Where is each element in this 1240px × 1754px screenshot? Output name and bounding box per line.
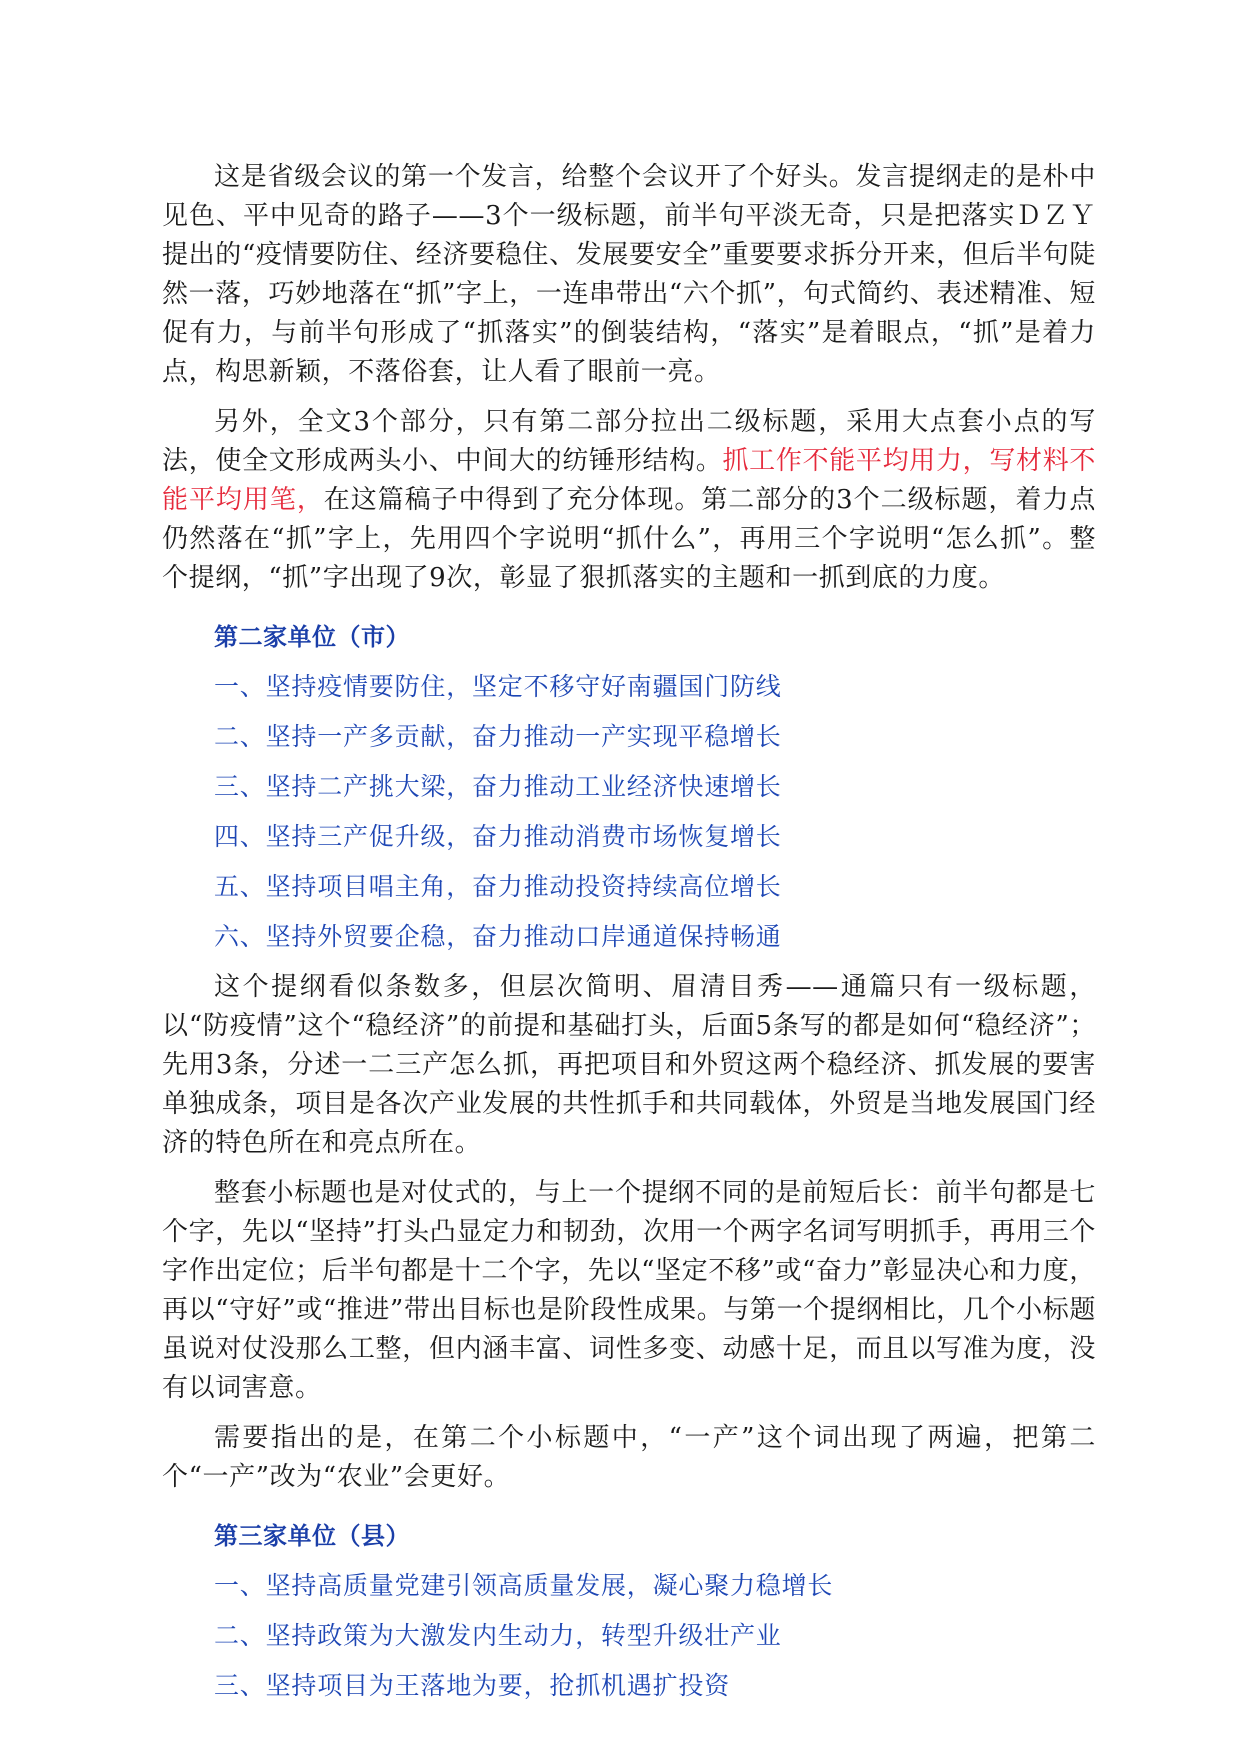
document-page xyxy=(162,158,1096,1717)
outline-item: 三、坚持二产挑大梁，奋力推动工业经济快速增长 xyxy=(214,772,782,801)
outline-list-city xyxy=(162,668,1096,956)
highlighted-quote: 抓工作不能平均用力，写材料不能平均用笔， xyxy=(162,446,1096,515)
section-heading-city: 第二家单位（市） xyxy=(214,622,410,651)
paragraph-structure xyxy=(162,403,1096,598)
paragraph-city-analysis: 这个提纲看似条数多，但层次简明、眉清目秀——通篇只有一级标题，以“防疫情”这个“稳经济”的前提和基础打头，后面5条写的都是如何“稳经济”；先用3条，分述一二三产怎么抓，再把项目和外贸这两个稳经济、抓发展的要害单独成条，项目是各次产业发展的共性抓手和共同载体，外贸是当地发展国门经济的特色所在和亮点所在。 xyxy=(162,972,1096,1158)
outline-item: 二、坚持一产多贡献，奋力推动一产实现平稳增长 xyxy=(214,722,782,751)
outline-list-county xyxy=(162,1567,1096,1705)
outline-item: 一、坚持疫情要防住，坚定不移守好南疆国门防线 xyxy=(214,672,782,701)
outline-item: 二、坚持政策为大激发内生动力，转型升级壮产业 xyxy=(214,1621,782,1650)
section-heading-county: 第三家单位（县） xyxy=(214,1521,410,1550)
outline-item: 一、坚持高质量党建引领高质量发展，凝心聚力稳增长 xyxy=(214,1571,834,1600)
paragraph-structure-text-1: 另外，全文3个部分，只有第二部分拉出二级标题，采用大点套小点的写法，使全文形成两头小、中间大的纺锤形结构。 xyxy=(162,407,1096,476)
outline-item: 五、坚持项目唱主角，奋力推动投资持续高位增长 xyxy=(214,872,782,901)
paragraph-structure-text-2: 在这篇稿子中得到了充分体现。第二部分的3个二级标题，着力点仍然落在“抓”字上，先用四个字说明“抓什么”，再用三个字说明“怎么抓”。整个提纲，“抓”字出现了9次，彰显了狠抓落实的主题和一抓到底的力度。 xyxy=(162,485,1096,593)
paragraph-city-suggestion: 需要指出的是，在第二个小标题中，“一产”这个词出现了两遍，把第二个“一产”改为“农业”会更好。 xyxy=(162,1423,1096,1492)
paragraph-city-parallelism: 整套小标题也是对仗式的，与上一个提纲不同的是前短后长：前半句都是七个字，先以“坚持”打头凸显定力和韧劲，次用一个两字名词写明抓手，再用三个字作出定位；后半句都是十二个字，先以“坚定不移”或“奋力”彰显决心和力度，再以“守好”或“推进”带出目标也是阶段性成果。与第一个提纲相比，几个小标题虽说对仗没那么工整，但内涵丰富、词性多变、动感十足，而且以写准为度，没有以词害意。 xyxy=(162,1178,1096,1403)
outline-item: 六、坚持外贸要企稳，奋力推动口岸通道保持畅通 xyxy=(214,922,782,951)
outline-item: 四、坚持三产促升级，奋力推动消费市场恢复增长 xyxy=(214,822,782,851)
paragraph-intro: 这是省级会议的第一个发言，给整个会议开了个好头。发言提纲走的是朴中见色、平中见奇的路子——3个一级标题，前半句平淡无奇，只是把落实ＤＺＹ提出的“疫情要防住、经济要稳住、发展要安全”重要要求拆分开来，但后半句陡然一落，巧妙地落在“抓”字上，一连串带出“六个抓”，句式简约、表述精准、短促有力，与前半句形成了“抓落实”的倒装结构，“落实”是着眼点，“抓”是着力点，构思新颖，不落俗套，让人看了眼前一亮。 xyxy=(162,162,1096,387)
outline-item: 三、坚持项目为王落地为要，抢抓机遇扩投资 xyxy=(214,1671,731,1700)
